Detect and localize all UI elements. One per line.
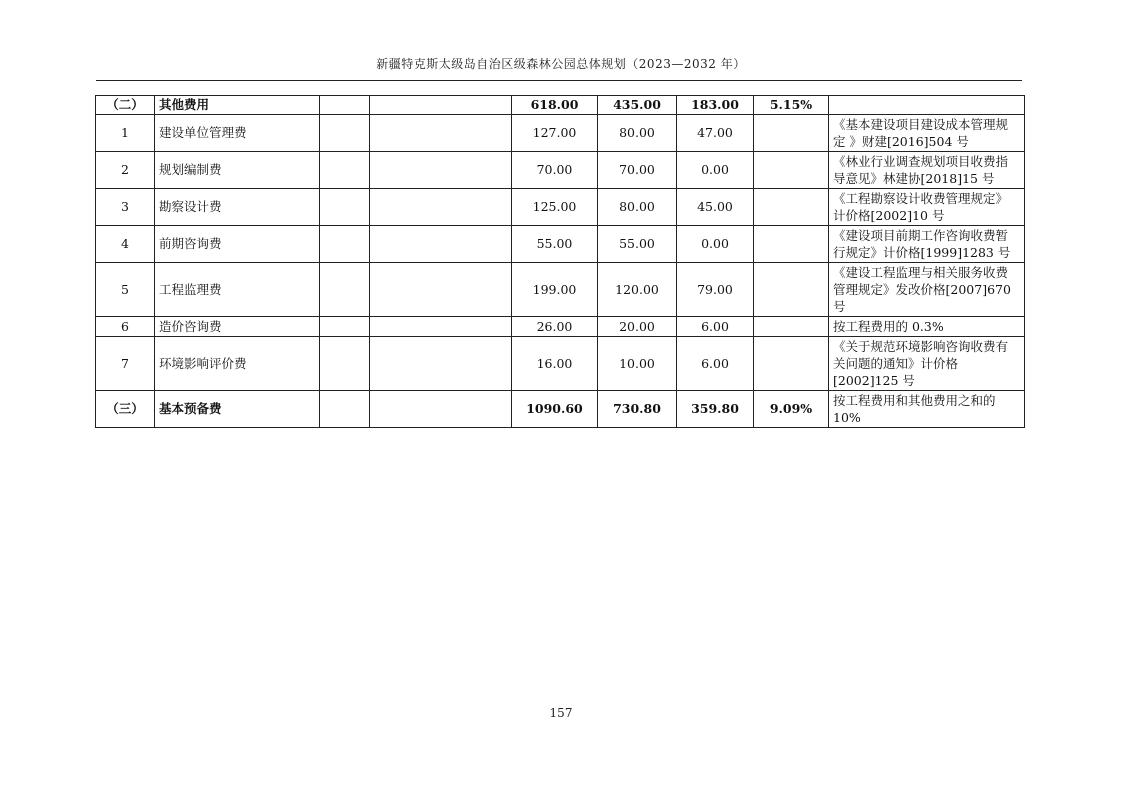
header-divider — [96, 80, 1022, 81]
amount-a: 80.00 — [598, 115, 677, 152]
table-row — [96, 226, 1025, 263]
total-amount: 127.00 — [512, 115, 598, 152]
item-name: 勘察设计费 — [155, 189, 320, 226]
item-name: 环境影响评价费 — [155, 337, 320, 391]
table-row — [96, 317, 1025, 337]
empty-cell — [320, 391, 370, 428]
empty-cell — [320, 115, 370, 152]
table-row — [96, 152, 1025, 189]
row-index: （二） — [96, 96, 155, 115]
empty-cell — [370, 226, 512, 263]
amount-b: 183.00 — [677, 96, 754, 115]
basis-note: 《基本建设项目建设成本管理规定 》财建[2016]504 号 — [829, 115, 1025, 152]
empty-cell — [320, 189, 370, 226]
amount-a: 70.00 — [598, 152, 677, 189]
empty-cell — [320, 263, 370, 317]
empty-cell — [320, 226, 370, 263]
percentage — [754, 317, 829, 337]
item-name: 其他费用 — [155, 96, 320, 115]
empty-cell — [370, 263, 512, 317]
percentage — [754, 152, 829, 189]
amount-a: 730.80 — [598, 391, 677, 428]
empty-cell — [370, 115, 512, 152]
amount-b: 79.00 — [677, 263, 754, 317]
amount-b: 359.80 — [677, 391, 754, 428]
table-row — [96, 115, 1025, 152]
empty-cell — [370, 317, 512, 337]
amount-a: 55.00 — [598, 226, 677, 263]
item-name: 规划编制费 — [155, 152, 320, 189]
row-index: 4 — [96, 226, 155, 263]
row-index: 3 — [96, 189, 155, 226]
percentage — [754, 337, 829, 391]
table-row — [96, 337, 1025, 391]
total-amount: 618.00 — [512, 96, 598, 115]
table-row — [96, 96, 1025, 115]
total-amount: 70.00 — [512, 152, 598, 189]
basis-note: 《林业行业调查规划项目收费指导意见》林建协[2018]15 号 — [829, 152, 1025, 189]
total-amount: 1090.60 — [512, 391, 598, 428]
basis-note — [829, 96, 1025, 115]
row-index: 7 — [96, 337, 155, 391]
item-name: 前期咨询费 — [155, 226, 320, 263]
empty-cell — [320, 152, 370, 189]
row-index: 1 — [96, 115, 155, 152]
empty-cell — [320, 96, 370, 115]
total-amount: 199.00 — [512, 263, 598, 317]
empty-cell — [320, 317, 370, 337]
basis-note: 按工程费用的 0.3% — [829, 317, 1025, 337]
percentage — [754, 115, 829, 152]
empty-cell — [370, 391, 512, 428]
percentage — [754, 189, 829, 226]
amount-b: 45.00 — [677, 189, 754, 226]
table-row — [96, 263, 1025, 317]
row-index: 2 — [96, 152, 155, 189]
percentage: 5.15% — [754, 96, 829, 115]
empty-cell — [370, 337, 512, 391]
percentage — [754, 263, 829, 317]
empty-cell — [320, 337, 370, 391]
total-amount: 125.00 — [512, 189, 598, 226]
amount-a: 20.00 — [598, 317, 677, 337]
empty-cell — [370, 152, 512, 189]
row-index: 5 — [96, 263, 155, 317]
page-number: 157 — [549, 706, 573, 720]
item-name: 造价咨询费 — [155, 317, 320, 337]
basis-note: 《建设项目前期工作咨询收费暂行规定》计价格[1999]1283 号 — [829, 226, 1025, 263]
amount-b: 0.00 — [677, 152, 754, 189]
basis-note: 《建设工程监理与相关服务收费管理规定》发改价格[2007]670 号 — [829, 263, 1025, 317]
basis-note: 《关于规范环境影响咨询收费有关问题的通知》计价格[2002]125 号 — [829, 337, 1025, 391]
total-amount: 55.00 — [512, 226, 598, 263]
amount-b: 6.00 — [677, 317, 754, 337]
item-name: 基本预备费 — [155, 391, 320, 428]
page-header-title: 新疆特克斯太级岛自治区级森林公园总体规划（2023—2032 年） — [376, 57, 746, 71]
table-row — [96, 391, 1025, 428]
amount-a: 10.00 — [598, 337, 677, 391]
percentage: 9.09% — [754, 391, 829, 428]
percentage — [754, 226, 829, 263]
cost-table — [95, 95, 1025, 428]
table-row — [96, 189, 1025, 226]
row-index: （三） — [96, 391, 155, 428]
amount-a: 120.00 — [598, 263, 677, 317]
amount-b: 6.00 — [677, 337, 754, 391]
amount-b: 47.00 — [677, 115, 754, 152]
empty-cell — [370, 189, 512, 226]
item-name: 建设单位管理费 — [155, 115, 320, 152]
total-amount: 26.00 — [512, 317, 598, 337]
basis-note: 按工程费用和其他费用之和的10% — [829, 391, 1025, 428]
item-name: 工程监理费 — [155, 263, 320, 317]
amount-a: 80.00 — [598, 189, 677, 226]
amount-a: 435.00 — [598, 96, 677, 115]
empty-cell — [370, 96, 512, 115]
total-amount: 16.00 — [512, 337, 598, 391]
row-index: 6 — [96, 317, 155, 337]
basis-note: 《工程勘察设计收费管理规定》计价格[2002]10 号 — [829, 189, 1025, 226]
amount-b: 0.00 — [677, 226, 754, 263]
